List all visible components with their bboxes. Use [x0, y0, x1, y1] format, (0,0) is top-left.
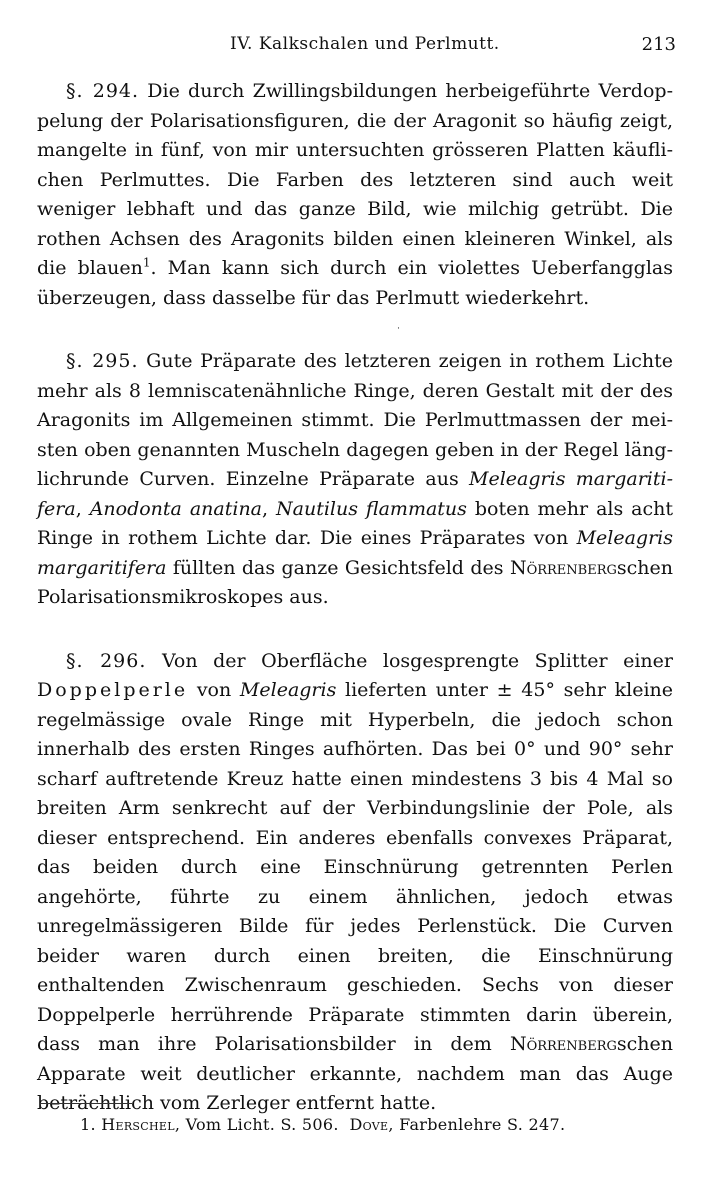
paragraph-text: . Man kann sich durch ein violettes Ueberfangglas überzeugen, dass dasselbe für das Perlmutt wiederkehrt. [37, 257, 673, 309]
paragraph-294 [37, 77, 673, 313]
section-number: §. 294. [66, 80, 140, 102]
footnote-author: Herschel [101, 1115, 175, 1134]
body-text [37, 77, 673, 1119]
paragraph-296 [37, 647, 673, 1119]
spaced-term: Doppelperle [37, 679, 189, 701]
footnote-rule [40, 1103, 132, 1104]
footnote-number: 1. [80, 1115, 96, 1134]
footnote-author: Dove [349, 1115, 389, 1134]
paragraph-text: von [188, 679, 232, 701]
paragraph-text: Die durch Zwillingsbildungen herbeigeführte Verdoppelung der Polarisationsfiguren, die der Aragonit so häufig zeigt, mangelte in fünf, von mir untersuchten grösseren Platten käuflichen Perlmuttes. Die Farben des letzteren sind auch weit weniger lebhaft und das ganze Bild, wie milchig getrübt. Die rothen Achsen des Aragonits bilden einen kleineren Winkel, als die blauen [37, 80, 673, 279]
person-name: Nörrenberg [509, 556, 617, 579]
separator: , [75, 497, 90, 520]
species-name: Meleagris [239, 679, 337, 701]
species-name: Meleagris margaritifera [37, 527, 673, 579]
running-title: IV. Kalkschalen und Perlmutt. [230, 34, 500, 54]
footnote [80, 1115, 565, 1134]
footnote-reference[interactable]: 1 [142, 255, 151, 270]
running-head [36, 34, 676, 60]
paragraph-text: lieferten unter ± 45° sehr kleine regelmässige ovale Ringe mit Hyperbeln, die jedoch schon innerhalb des ersten Ringes aufhörten. Das bei 0° und 90° sehr scharf auftretende Kreuz hatte einen mindestens 3 bis 4 Mal so breiten Arm senkrecht auf der Verbindungslinie der Pole, als dieser entsprechend. Ein anderes ebenfalls convexes Präparat, das beiden durch eine Einschnürung getrennten Perlen angehörte, führte zu einem ähnlichen, jedoch etwas unregelmässigeren Bilde für jedes Perlenstück. Die Curven beider waren durch einen breiten, die Einschnürung enthaltenden Zwischenraum geschieden. Sechs von dieser Doppelperle herrührende Präparate stimmten darin überein, dass man ihre Polarisationsbilder in dem [37, 679, 673, 1055]
paragraph-295 [37, 347, 673, 613]
species-name: Meleagris margaritifera [37, 468, 673, 520]
section-number: §. 295. [66, 350, 139, 372]
stray-print-mark: ˙ [396, 327, 401, 338]
paragraph-text: schen Apparate weit deutlicher erkannte, nachdem man das Auge beträchtlich vom Zerleger entfernt hatte. [37, 1033, 674, 1114]
paragraph-text: schen Polarisationsmikroskopes aus. [37, 556, 673, 608]
paragraph-text: füllten das ganze Gesichtsfeld des [166, 556, 504, 579]
footnote-reference-text: , Farbenlehre S. 247. [388, 1115, 566, 1134]
paragraph-text: Gute Präparate des letzteren zeigen in rothem Lichte mehr als 8 lemniscatenähnliche Ringe, deren Gestalt mit der des Aragonits im Allgemeinen stimmt. Die Perlmuttmassen der meisten oben genannten Muscheln dagegen geben in der Regel länglichrunde Curven. Einzelne Präparate aus [37, 350, 673, 490]
paragraph-text: Von der Oberfläche losgesprengte Splitter einer [161, 649, 673, 672]
species-name: Anodonta anatina [89, 497, 263, 520]
separator: , [262, 497, 277, 520]
species-name: Nautilus flammatus [276, 497, 467, 520]
section-number: §. 296. [66, 649, 147, 672]
person-name: Nörrenberg [509, 1033, 617, 1055]
footnote-reference-text: , Vom Licht. S. 506. [174, 1115, 339, 1134]
page-number: 213 [641, 34, 676, 55]
paragraph-text: boten mehr als acht Ringe in rothem Lichte dar. Die eines Präparates von [37, 497, 674, 549]
